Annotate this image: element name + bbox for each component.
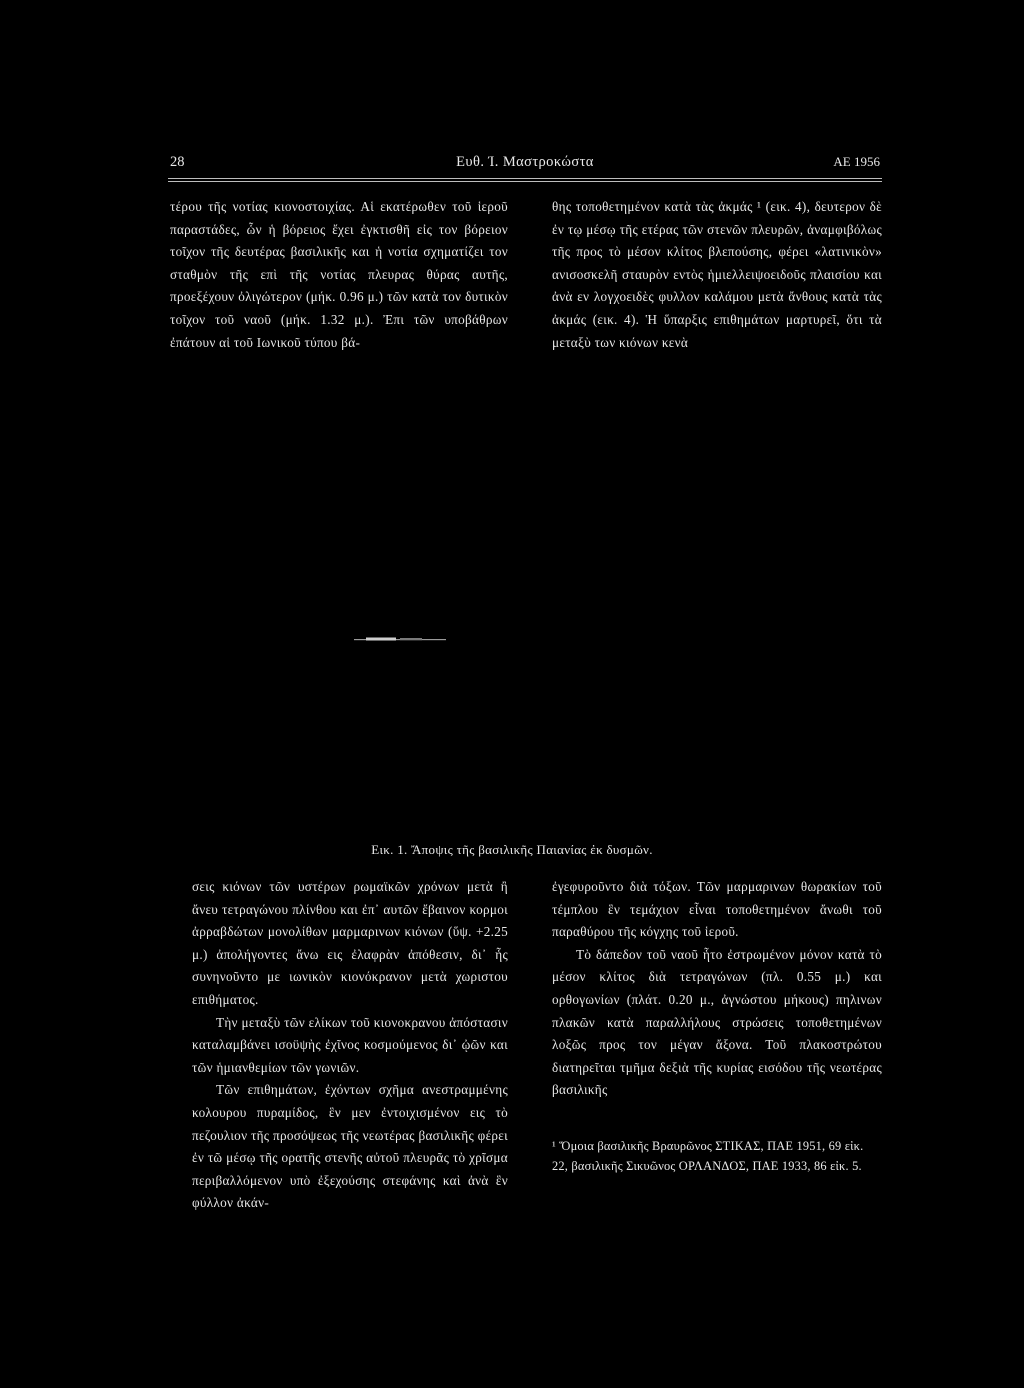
- page-number: 28: [170, 154, 185, 170]
- header-rule-top: [168, 178, 882, 179]
- figure-artifact: [354, 636, 446, 642]
- header-rule-bottom: [168, 181, 882, 182]
- top-right-column: [552, 196, 882, 354]
- paragraph: Τὸ δάπεδον τοῦ ναοῦ ἦτο ἐστρωμένον μόνον κατὰ τὸ μέσον κλίτος διὰ τετραγώνων (πλ. 0.55 μ.) και ορθογωνίων (πλάτ. 0.20 μ., ἀγνώστου μήκους) πηλινων πλακῶν κατὰ παραλλήλους στρώσεις τοποθετημένων λοξῶς προς τον μέγαν ἄξονα. Τοῦ πλακοστρώτου διατηρεῖται τμῆμα δεξιὰ τῆς κυρίας εισόδου τῆς νεωτέρας βασιλικῆς: [552, 946, 882, 1098]
- paragraph: ἐγεφυροῦντο διὰ τόξων. Τῶν μαρμαρινων θωρακίων τοῦ τέμπλου ἓν τεμάχιον εἶναι τοποθετημένον ἄνωθι τοῦ παραθύρου τῆς κόγχης τοῦ ἱεροῦ.: [552, 879, 882, 940]
- footnote-marker: ¹: [552, 1139, 556, 1153]
- top-left-column: [170, 196, 508, 354]
- paragraph: τέρου τῆς νοτίας κιονοστοιχίας. Αἱ εκατέρωθεν τοῦ ἱεροῦ παραστάδες, ὧν ἡ βόρειος ἔχει ἐγκτισθῆ εἰς τον βόρειον τοῖχον τῆς δευτέρας βασιλικῆς και ἡ νοτία σχηματίζει τον σταθμὸν τῆς επὶ τῆς νοτίας πλευρας θύρας αυτῆς, προεξέχουν ὀλιγώτερον (μήκ. 0.96 μ.) τῶν κατὰ τον δυτικὸν τοῖχον τοῦ ναοῦ (μήκ. 1.32 μ.). Ἐπι τῶν υποβάθρων ἐπάτουν αἱ τοῦ Ιωνικοῦ τύπου βά-: [170, 199, 508, 350]
- paragraph: Τῶν επιθημάτων, ἐχόντων σχῆμα ανεστραμμένης κολουρου πυραμίδος, ἓν μεν ἐντοιχισμένον εις τὸ πεζουλιον τῆς προσόψεως τῆς νεωτέρας βασιλικῆς φέρει ἐν τῶ μέσῳ τῆς ορατῆς στενῆς αὐτοῦ πλευρᾶς τὸ χρῖσμα περιβαλλόμενον υπὸ ἐξεχούσης στεφάνης καὶ ἀνὰ ἓν φύλλον ἀκάν-: [192, 1082, 508, 1211]
- footnote: [552, 1136, 882, 1176]
- paragraph: θης τοποθετημένον κατὰ τὰς ἀκμάς ¹ (εικ. 4), δευτερον δὲ ἐν τῳ μέσῳ τῆς ετέρας τῶν στενῶν πλευρῶν, ἀναμφιβόλως τῆς προς τὸ μέσον κλίτος βλεπούσης, φέρει «λατινικὸν» ανισοσκελῆ σταυρὸν εντὸς ἡμιελλειψοειδοῦς πλαισίου και ἀνὰ εν λογχοειδὲς φυλλον καλάμου μετὰ ἄνθους κατὰ τὰς ἀκμάς (εικ. 4). Ἡ ὕπαρξις επιθημάτων μαρτυρεῖ, ὅτι τὰ μεταξὺ των κιόνων κενὰ: [552, 199, 882, 350]
- header-title: Ευθ. Ί. Μαστροκώστα: [456, 154, 594, 170]
- paragraph: σεις κιόνων τῶν υστέρων ρωμαϊκῶν χρόνων μετὰ ἢ ἄνευ τετραγώνου πλίνθου και ἐπ᾽ αυτῶν ἔβαινον κορμοι ἀρραβδώτων μονολίθων μαρμαρινων κιόνων (ὕψ. +2.25 μ.) ἀπολήγοντες ἄνω εις ἐλαφρὰν ἀπόθεσιν, δι᾽ ἧς συνηνοῦντο με ιωνικὸν κιονόκρανον μετὰ χωριστου επιθήματος.: [192, 879, 508, 1007]
- journal-reference: ΑΕ 1956: [833, 154, 880, 169]
- footnote-text: Ὅμοια βασιλικῆς Βραυρῶνος ΣΤΙΚΑΣ, ΠΑΕ 1951, 69 εἰκ. 22, βασιλικῆς Σικυῶνος ΟΡΛΑΝΔΟΣ, ΠΑΕ 1933, 86 εἰκ. 5.: [552, 1139, 864, 1173]
- paragraph: Τὴν μεταξὺ τῶν ελίκων τοῦ κιονοκρανου ἀπόστασιν καταλαμβάνει ισοϋψὴς ἐχῖνος κοσμούμενος δι᾽ ᾠῶν και τῶν ἡμιανθεμίων τῶν γωνιῶν.: [192, 1014, 508, 1075]
- running-header: [170, 154, 880, 178]
- bottom-right-column: [552, 876, 882, 1102]
- figure-caption: Εικ. 1. Ἄποψις τῆς βασιλικῆς Παιανίας ἐκ δυσμῶν.: [371, 842, 653, 857]
- bottom-left-column: [192, 876, 508, 1215]
